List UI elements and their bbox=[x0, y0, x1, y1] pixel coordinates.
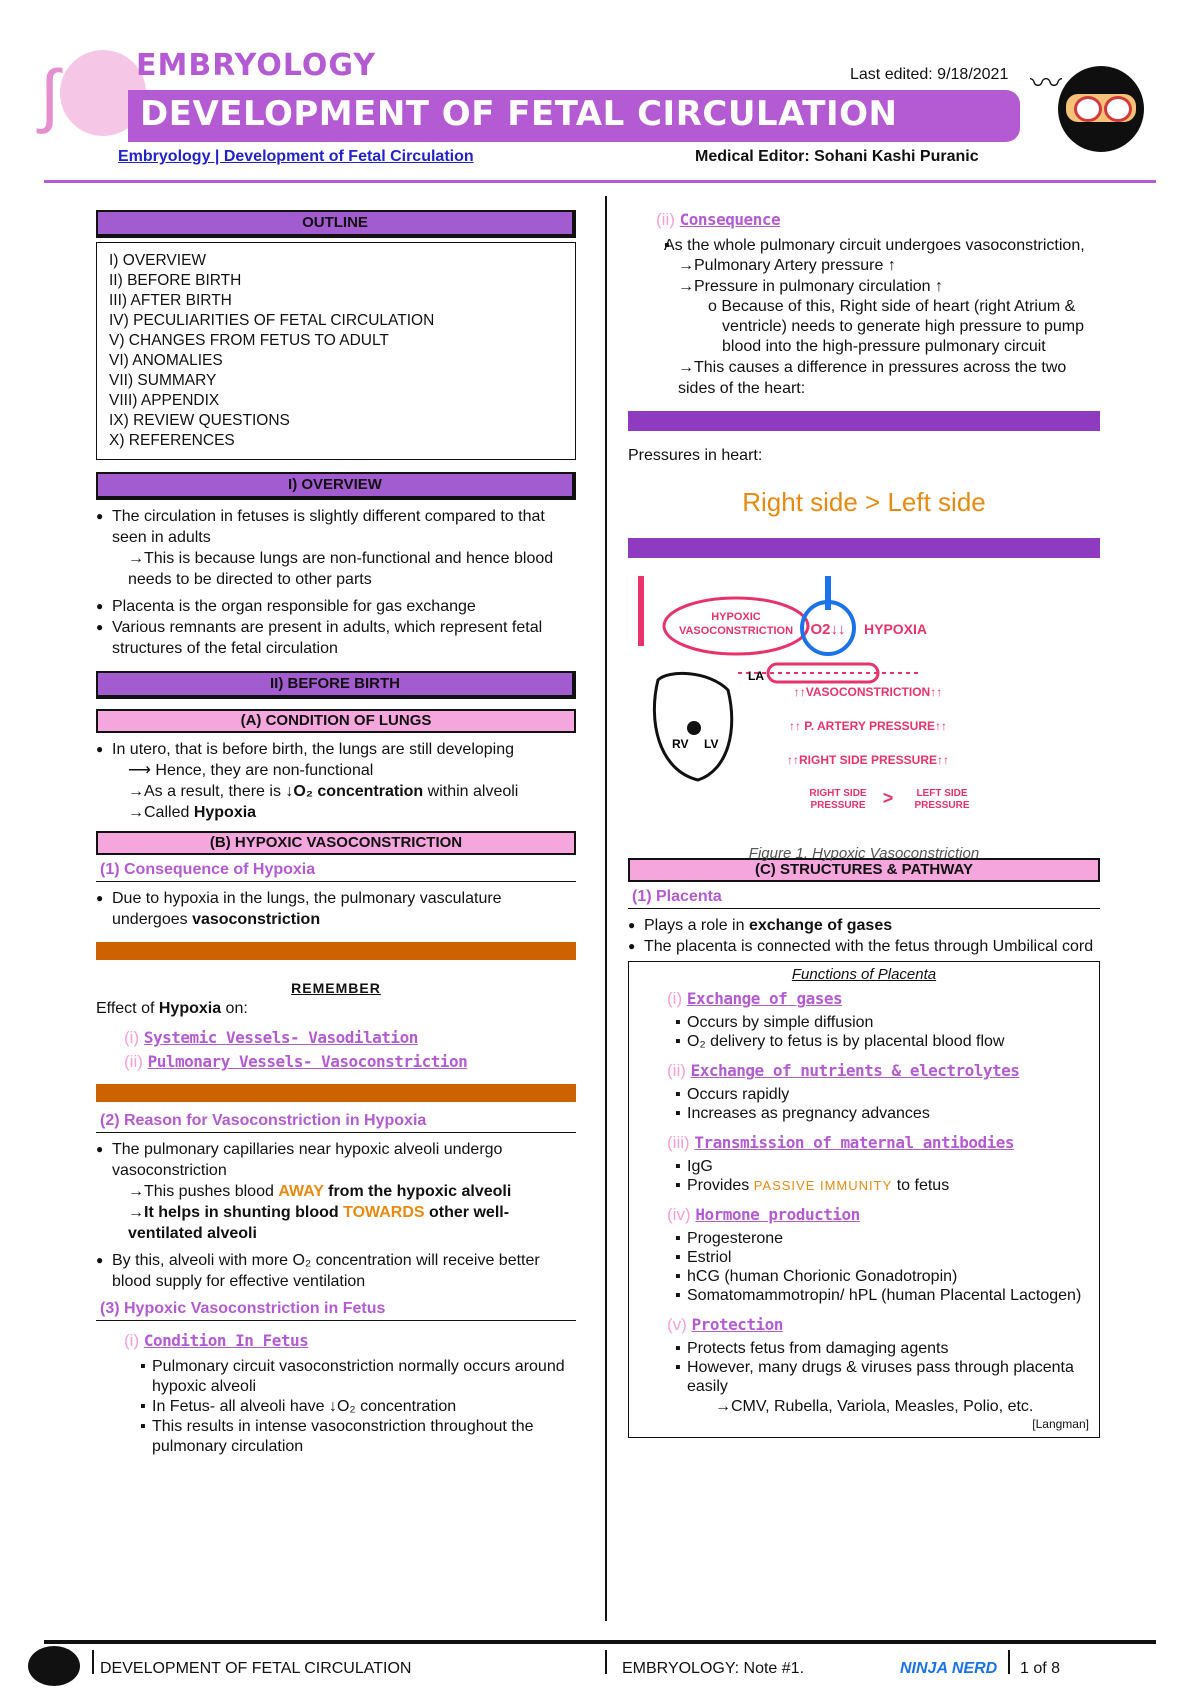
header-divider bbox=[44, 180, 1156, 183]
footer-note: EMBRYOLOGY: Note #1. bbox=[622, 1660, 805, 1677]
remember-bottom-bar bbox=[96, 1084, 576, 1102]
breadcrumb-link[interactable]: Embryology | Development of Fetal Circulation bbox=[118, 148, 474, 165]
outline-item: IV) PECULIARITIES OF FETAL CIRCULATION bbox=[109, 312, 435, 329]
hypoxic-vasoconstriction-figure bbox=[628, 570, 1100, 862]
figure-rv-label: RV bbox=[672, 737, 689, 751]
outline-item: I) OVERVIEW bbox=[109, 252, 207, 269]
function-item: ▪ Provides PASSIVE IMMUNITY to fetus bbox=[639, 1176, 1089, 1195]
left-column bbox=[96, 210, 576, 1457]
consequence-bullet: ● Due to hypoxia in the lungs, the pulmonary vasculature undergoes vasoconstriction bbox=[96, 888, 576, 930]
function-item: ▪ hCG (human Chorionic Gonadotropin) bbox=[639, 1267, 1089, 1286]
outline-list bbox=[96, 242, 576, 460]
remember-item: (i) Systemic Vessels- Vasodilation bbox=[124, 1028, 418, 1047]
outline-item: VI) ANOMALIES bbox=[109, 352, 223, 369]
figure-lv-label: LV bbox=[704, 737, 719, 751]
outline-item: VII) SUMMARY bbox=[109, 372, 217, 389]
consequence-heading: (ii) Consequence bbox=[656, 210, 781, 229]
overview-heading: I) OVERVIEW bbox=[96, 472, 576, 500]
page-title: DEVELOPMENT OF FETAL CIRCULATION bbox=[140, 94, 898, 134]
column-divider bbox=[605, 196, 607, 1621]
outline-item: II) BEFORE BIRTH bbox=[109, 272, 242, 289]
function-item: ▪ However, many drugs & viruses pass through placenta easily bbox=[639, 1358, 1089, 1396]
pressures-top-bar bbox=[628, 411, 1100, 431]
figure-step-vasoconstriction: ↑↑VASOCONSTRICTION↑↑ bbox=[793, 685, 943, 699]
condition-item: ▪ This results in intense vasoconstriction throughout the pulmonary circulation bbox=[96, 1417, 576, 1457]
reason-sub: →It helps in shunting blood TOWARDS other well-ventilated alveoli bbox=[128, 1204, 510, 1242]
figure-cloud-label: VASOCONSTRICTION bbox=[678, 625, 794, 637]
reason-bullet: ● By this, alveoli with more O₂ concentration will receive better blood supply for effective ventilation bbox=[96, 1250, 576, 1292]
figure-caption: Figure 1. Hypoxic Vasoconstriction bbox=[748, 845, 980, 862]
consequence-item: ▪ As the whole pulmonary circuit undergoes vasoconstriction, bbox=[628, 236, 1100, 255]
reason-heading: (2) Reason for Vasoconstriction in Hypoxia bbox=[96, 1106, 576, 1133]
figure-edge-mark bbox=[638, 576, 644, 646]
figure-cloud-label: HYPOXIC bbox=[711, 611, 761, 623]
lungs-sub: →As a result, there is ↓O₂ concentration within alveoli bbox=[128, 783, 519, 800]
placenta-bullet: ● The placenta is connected with the fetus through Umbilical cord bbox=[628, 936, 1100, 957]
footer-divider bbox=[44, 1640, 1156, 1644]
heart-junction-dot bbox=[687, 721, 701, 735]
page-number: 1 of 8 bbox=[1020, 1660, 1061, 1677]
remember-label: REMEMBER bbox=[291, 980, 381, 996]
figure-greater-than: > bbox=[882, 788, 894, 808]
figure-left-side-label: LEFT SIDE bbox=[916, 788, 968, 799]
footer-ninja-icon bbox=[28, 1646, 80, 1686]
footer-separator bbox=[1008, 1650, 1010, 1674]
function-item: ▪ Occurs rapidly bbox=[639, 1085, 1089, 1104]
figure-right-side-label: PRESSURE bbox=[810, 800, 866, 811]
function-heading: (i) Exchange of gases bbox=[667, 989, 843, 1008]
function-item: ▪ Somatomammotropin/ hPL (human Placental Lactogen) bbox=[639, 1286, 1089, 1305]
ninja-band-tail-icon: 〰 bbox=[1030, 65, 1063, 101]
pressure-comparison: Right side > Left side bbox=[742, 487, 986, 517]
lungs-heading: (A) CONDITION OF LUNGS bbox=[96, 709, 576, 733]
effect-text: Effect of Hypoxia on: bbox=[96, 1000, 248, 1017]
consequence-arrow: →This causes a difference in pressures across the two sides of the heart: bbox=[678, 359, 1067, 397]
figure-hypoxia-label: HYPOXIA bbox=[864, 621, 928, 637]
function-heading: (iv) Hormone production bbox=[667, 1205, 860, 1224]
function-item: ▪ Increases as pregnancy advances bbox=[639, 1104, 1089, 1123]
condition-item: ▪ Pulmonary circuit vasoconstriction normally occurs around hypoxic alveoli bbox=[96, 1357, 576, 1397]
overview-bullet: ● Various remnants are present in adults, which represent fetal structures of the fetal circulation bbox=[96, 617, 576, 659]
outline-item: IX) REVIEW QUESTIONS bbox=[109, 412, 290, 429]
remember-item: (ii) Pulmonary Vessels- Vasoconstriction bbox=[124, 1052, 468, 1071]
source-citation: [Langman] bbox=[1032, 1417, 1089, 1431]
lungs-sub: →Called Hypoxia bbox=[128, 804, 257, 821]
function-item: ▪ Protects fetus from damaging agents bbox=[639, 1339, 1089, 1358]
function-item: ▪ IgG bbox=[639, 1157, 1089, 1176]
condition-item: ▪ In Fetus- all alveoli have ↓O₂ concentration bbox=[96, 1397, 576, 1417]
consequence-arrow: →Pulmonary Artery pressure ↑ bbox=[678, 257, 896, 274]
before-birth-heading: II) BEFORE BIRTH bbox=[96, 671, 576, 699]
outline-item: X) REFERENCES bbox=[109, 432, 235, 449]
placenta-functions-box bbox=[628, 961, 1100, 1438]
placenta-heading: (1) Placenta bbox=[628, 882, 1100, 909]
hypoxic-vasoconstriction-heading: (B) HYPOXIC VASOCONSTRICTION bbox=[96, 831, 576, 855]
figure-step-right-pressure: ↑↑RIGHT SIDE PRESSURE↑↑ bbox=[786, 753, 950, 767]
condition-heading: (i) Condition In Fetus bbox=[124, 1331, 309, 1350]
box-title: Functions of Placenta bbox=[791, 966, 937, 983]
function-sub: →CMV, Rubella, Variola, Measles, Polio, etc. bbox=[715, 1398, 1034, 1415]
overview-bullet: ● The circulation in fetuses is slightly different compared to that seen in adults bbox=[96, 506, 576, 548]
function-heading: (iii) Transmission of maternal antibodies bbox=[667, 1133, 1015, 1152]
consequence-note: o Because of this, Right side of heart (right Atrium & ventricle) needs to generate high pressure to pump blood into the high-pressure pulmonary circuit bbox=[708, 298, 1084, 355]
ninja-eye-icon bbox=[1074, 96, 1102, 122]
pressures-label: Pressures in heart: bbox=[628, 447, 763, 464]
function-item: ▪ Estriol bbox=[639, 1248, 1089, 1267]
function-item: ▪ Occurs by simple diffusion bbox=[639, 1013, 1089, 1032]
footer-separator bbox=[605, 1650, 607, 1674]
overview-bullet: ● Placenta is the organ responsible for gas exchange bbox=[96, 596, 576, 617]
medical-editor: Medical Editor: Sohani Kashi Puranic bbox=[695, 148, 979, 165]
lungs-bullet: ● In utero, that is before birth, the lungs are still developing bbox=[96, 739, 576, 760]
fetus-heading: (3) Hypoxic Vasoconstriction in Fetus bbox=[96, 1294, 576, 1321]
function-item: ▪ O₂ delivery to fetus is by placental blood flow bbox=[639, 1032, 1089, 1051]
placenta-bullet: ● Plays a role in exchange of gases bbox=[628, 915, 1100, 936]
figure-o2-label: O2↓↓ bbox=[810, 621, 846, 638]
pressures-bottom-bar bbox=[628, 538, 1100, 558]
figure-step-artery-pressure: ↑↑ P. ARTERY PRESSURE↑↑ bbox=[788, 719, 948, 733]
subject-title: EMBRYOLOGY bbox=[136, 48, 377, 83]
overview-sub: →This is because lungs are non-functional and hence blood needs to be directed to other parts bbox=[128, 550, 554, 588]
reason-sub: →This pushes blood AWAY from the hypoxic alveoli bbox=[128, 1183, 512, 1200]
figure-la-label: LA bbox=[748, 669, 764, 683]
outline-heading: OUTLINE bbox=[96, 210, 576, 238]
footer-brand-logo: NINJA NERD bbox=[900, 1660, 998, 1677]
consequence-arrow: →Pressure in pulmonary circulation ↑ bbox=[678, 278, 943, 295]
last-edited: Last edited: 9/18/2021 bbox=[850, 66, 1009, 83]
figure-drawing bbox=[628, 570, 1100, 840]
reason-bullet: ● The pulmonary capillaries near hypoxic alveoli undergo vasoconstriction bbox=[96, 1139, 576, 1181]
figure-right-side-label: RIGHT SIDE bbox=[809, 788, 867, 799]
outline-item: V) CHANGES FROM FETUS TO ADULT bbox=[109, 332, 389, 349]
footer-separator bbox=[92, 1650, 94, 1674]
outline-item: VIII) APPENDIX bbox=[109, 392, 220, 409]
ninja-eye-icon bbox=[1104, 96, 1132, 122]
function-heading: (v) Protection bbox=[667, 1315, 783, 1334]
outline-item: III) AFTER BIRTH bbox=[109, 292, 232, 309]
function-item: ▪ Progesterone bbox=[639, 1229, 1089, 1248]
figure-left-side-label: PRESSURE bbox=[914, 800, 970, 811]
remember-top-bar bbox=[96, 942, 576, 960]
right-column bbox=[628, 210, 1100, 1438]
structures-heading: (C) STRUCTURES & PATHWAY bbox=[628, 858, 1100, 882]
lungs-sub: ⟶ Hence, they are non-functional bbox=[128, 762, 374, 779]
function-heading: (ii) Exchange of nutrients & electrolytes bbox=[667, 1061, 1020, 1080]
footer-title: DEVELOPMENT OF FETAL CIRCULATION bbox=[100, 1660, 412, 1677]
consequence-hypoxia-heading: (1) Consequence of Hypoxia bbox=[96, 855, 576, 882]
sperm-icon: ∫ bbox=[40, 56, 60, 134]
